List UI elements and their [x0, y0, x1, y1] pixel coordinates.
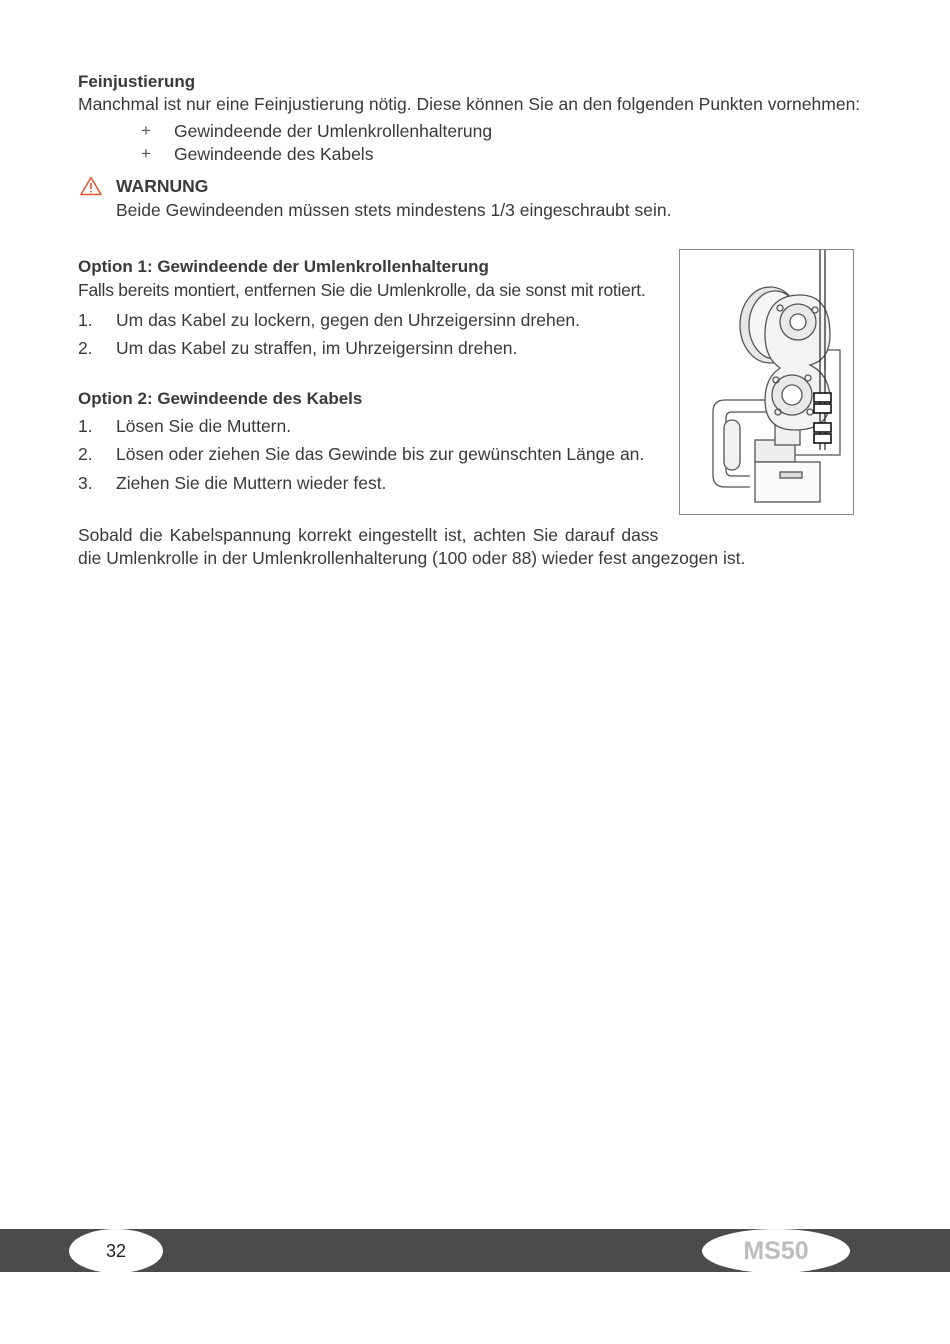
bullet-marker: + — [141, 144, 151, 163]
step-text: Ziehen Sie die Muttern wieder fest. — [116, 473, 387, 493]
pulley-holder-illustration — [679, 249, 854, 515]
section-title-feinjustierung: Feinjustierung — [78, 72, 196, 91]
step-text: Lösen oder ziehen Sie das Gewinde bis zur gewünschten Länge an. — [116, 444, 645, 464]
step-number: 1. — [78, 310, 93, 330]
page-number: 32 — [105, 1241, 127, 1261]
warning-title: WARNUNG — [116, 176, 209, 196]
bullet-marker: + — [141, 121, 151, 140]
step-number: 2. — [78, 338, 93, 358]
option1-title: Option 1: Gewindeende der Umlenkrollenhalterung — [78, 257, 489, 276]
step-text: Um das Kabel zu straffen, im Uhrzeigersinn drehen. — [116, 338, 518, 358]
step-number: 3. — [78, 473, 93, 493]
step-number: 1. — [78, 416, 93, 436]
step-text: Um das Kabel zu lockern, gegen den Uhrzeigersinn drehen. — [116, 310, 581, 330]
closing-line-1: Sobald die Kabelspannung korrekt eingestellt ist, achten Sie darauf dass — [78, 525, 659, 545]
bullet-text: Gewindeende des Kabels — [174, 144, 374, 164]
bullet-text: Gewindeende der Umlenkrollenhalterung — [174, 121, 493, 141]
step-text: Lösen Sie die Muttern. — [116, 416, 292, 436]
warning-text: Beide Gewindeenden müssen stets mindestens 1/3 eingeschraubt sein. — [116, 200, 672, 220]
model-label: MS50 — [743, 1237, 809, 1265]
closing-line-2: die Umlenkrolle in der Umlenkrollenhalterung (100 oder 88) wieder fest angezogen ist. — [78, 548, 746, 568]
step-number: 2. — [78, 444, 93, 464]
warning-triangle-icon — [80, 176, 102, 196]
option1-intro: Falls bereits montiert, entfernen Sie die Umlenkrolle, da sie sonst mit rotiert. — [78, 280, 646, 300]
section-intro-feinjustierung: Manchmal ist nur eine Feinjustierung nötig. Diese können Sie an den folgenden Punkten vornehmen: — [78, 94, 861, 114]
option2-title: Option 2: Gewindeende des Kabels — [78, 389, 363, 408]
